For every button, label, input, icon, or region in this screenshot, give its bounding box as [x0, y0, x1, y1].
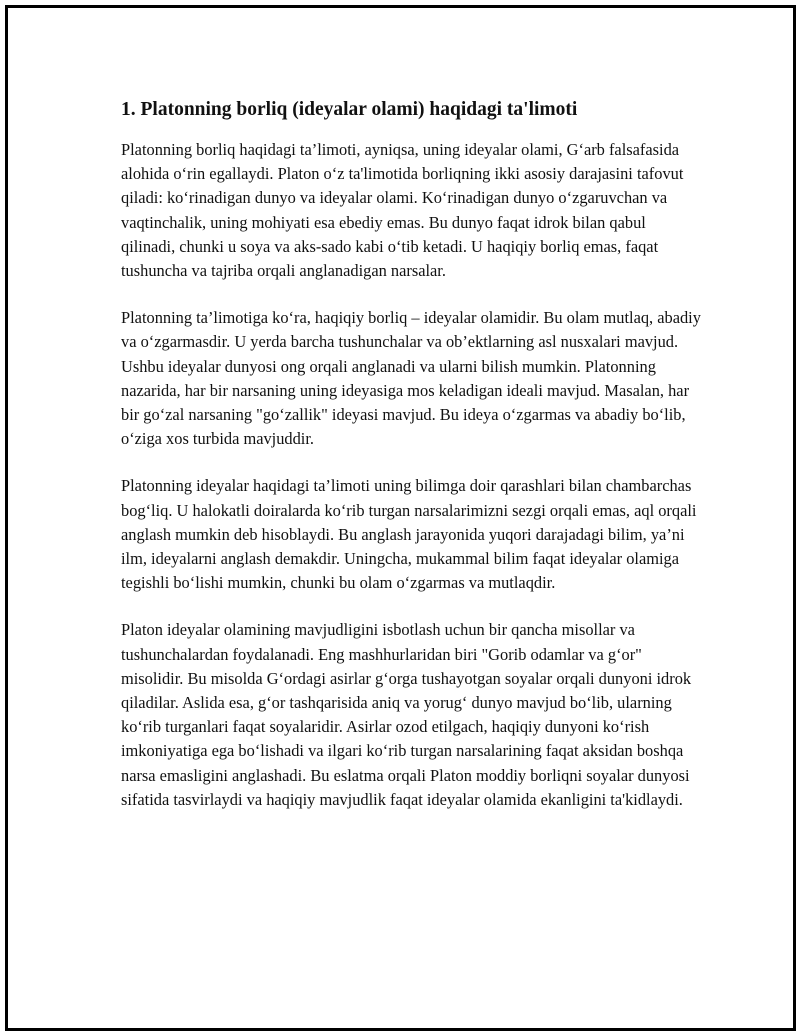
paragraph-4: Platon ideyalar olamining mavjudligini isbotlash uchun bir qancha misollar va tushunchalardan foydalanadi. Eng mashhurlaridan biri "Gorib odamlar va g‘or" misolidir. Bu misolda G‘ordagi asirlar g‘orga tushayotgan soyalar orqali dunyoni idrok qiladilar. Aslida esa, g‘or tashqarisida aniq va yorug‘ dunyo mavjud bo‘lib, ularning ko‘rib turganlari faqat soyalaridir. Asirlar ozod etilgach, haqiqiy dunyoni ko‘rish imkoniyatiga ega bo‘lishadi va ilgari ko‘rib turgan narsalarining faqat aksidan boshqa narsa emasligini anglashadi. Bu eslatma orqali Platon moddiy borliqni soyalar dunyosi sifatida tasvirlaydi va haqiqiy mavjudlik faqat ideyalar olamida ekanligini ta'kidlaydi. [121, 620, 692, 809]
section-heading: 1. Platonning borliq (ideyalar olami) haqidagi ta'limoti [121, 99, 578, 120]
paragraph-2: Platonning ta’limotiga ko‘ra, haqiqiy borliq – ideyalar olamidir. Bu olam mutlaq, abadiy va o‘zgarmasdir. U yerda barcha tushunchalar va ob’ektlarning asl nusxalari mavjud. Ushbu ideyalar dunyosi ong orqali anglanadi va ularni bilish mumkin. Platonning nazarida, har bir narsaning uning ideyasiga mos keladigan ideali mavjud. Masalan, har bir go‘zal narsaning "go‘zallik" ideyasi mavjud. Bu ideya o‘zgarmas va abadiy bo‘lib, o‘ziga xos turbida mavjuddir. [121, 308, 701, 449]
page-frame [5, 5, 796, 1031]
paragraph-3: Platonning ideyalar haqidagi ta’limoti uning bilimga doir qarashlari bilan chambarchas bog‘liq. U halokatli doiralarda ko‘rib turgan narsalarimizni sezgi orqali emas, aql orqali anglash mumkin deb hisoblaydi. Bu anglash jarayonida yuqori darajadagi bilim, ya’ni ilm, ideyalarni anglash demakdir. Uningcha, mukammal bilim faqat ideyalar olamiga tegishli bo‘lishi mumkin, chunki bu olam o‘zgarmas va mutlaqdir. [121, 476, 697, 593]
paragraph-1: Platonning borliq haqidagi ta’limoti, ayniqsa, uning ideyalar olami, G‘arb falsafasida alohida o‘rin egallaydi. Platon o‘z ta'limotida borliqning ikki asosiy darajasini tafovut qiladi: ko‘rinadigan dunyo va ideyalar olami. Ko‘rinadigan dunyo o‘zgaruvchan va vaqtinchalik, uning mohiyati esa ebediy emas. Bu dunyo faqat idrok bilan qabul qilinadi, chunki u soya va aks-sado kabi o‘tib ketadi. U haqiqiy borliq emas, faqat tushuncha va tajriba orqali anglanadigan narsalar. [121, 140, 684, 281]
document-body [121, 96, 701, 835]
